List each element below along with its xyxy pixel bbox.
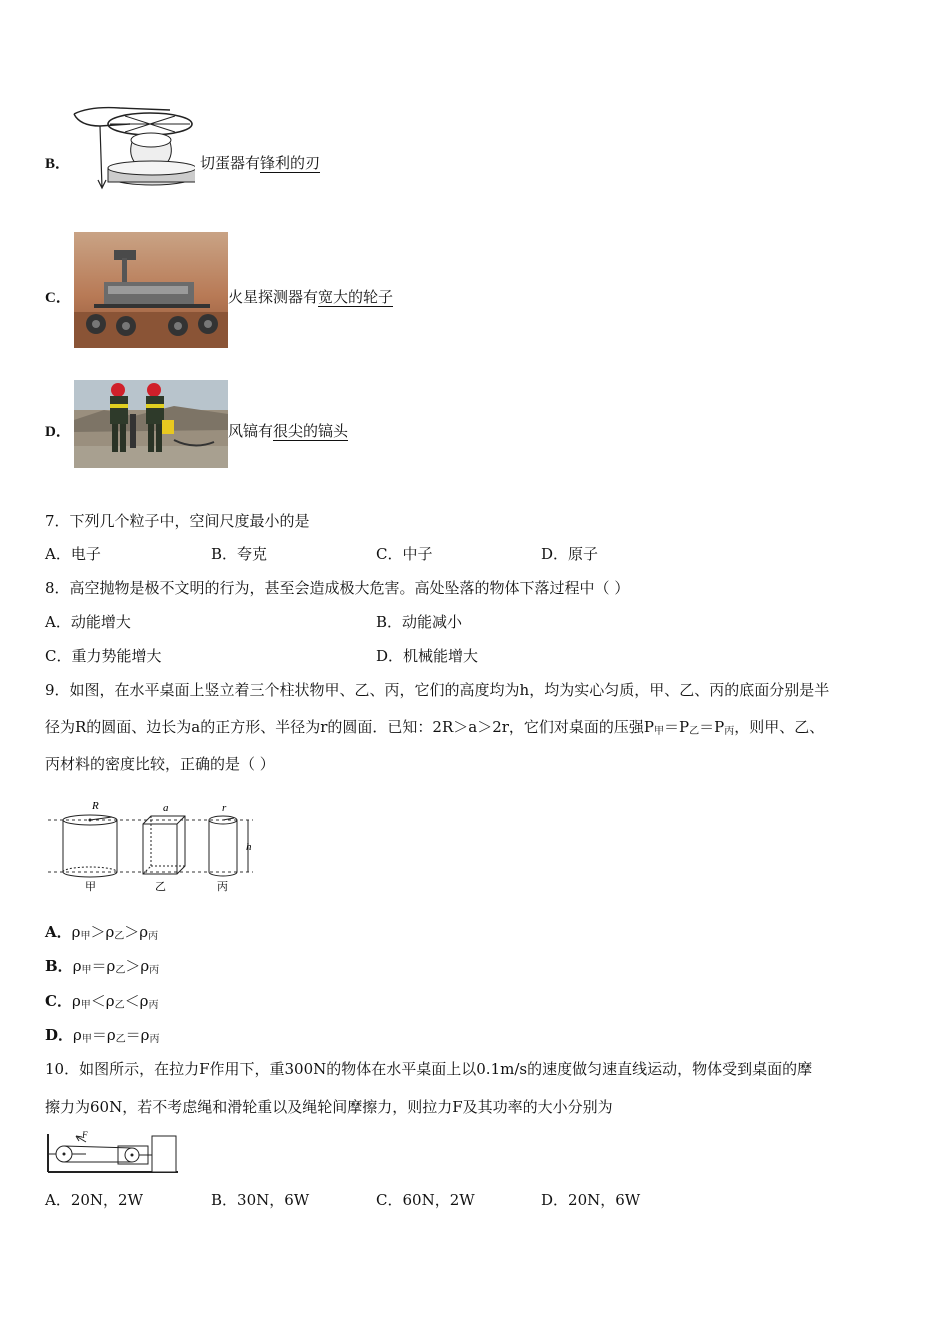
option-b-letter: B．: [45, 156, 71, 172]
q9-d-rho: ρ: [73, 1026, 82, 1044]
option-d-pre: 风镐有: [228, 422, 274, 440]
q9-option-d-letter: D．: [45, 1026, 74, 1044]
q9-a-s2: 乙: [114, 931, 125, 942]
q9-a-rho: ρ: [71, 923, 81, 941]
q9-option-a-letter: A．: [45, 923, 72, 941]
q9-d-s1: 甲: [81, 1034, 92, 1045]
q9-c-rho: ρ: [71, 992, 81, 1010]
q8-option-d: D．机械能增大: [376, 647, 479, 665]
option-c-text: [228, 286, 393, 307]
option-d-text: [228, 420, 348, 441]
option-c-underline: 宽大的轮子: [318, 288, 394, 306]
option-b-pre: 切蛋器有: [200, 154, 261, 172]
q9-c-s1: 甲: [80, 1000, 91, 1011]
q10-line2: 擦力为60N，若不考虑绳和滑轮重以及绳轮间摩擦力，则拉力F及其功率的大小分别为: [45, 1098, 613, 1116]
q10-option-a: A．20N，2W: [45, 1191, 144, 1209]
q8-option-c: C．重力势能增大: [45, 647, 162, 665]
q9-d-op2: ＝ρ: [125, 1026, 150, 1044]
q9-b-s1: 甲: [81, 965, 92, 976]
q9-d-s2: 乙: [115, 1034, 126, 1045]
q9-a-op2: ＞ρ: [124, 923, 149, 941]
q9-option-d: [45, 1024, 160, 1045]
q7-option-a: A．电子: [45, 545, 101, 563]
q7-option-d: D．原子: [541, 545, 599, 563]
option-d-underline: 很尖的镐头: [273, 422, 349, 440]
fig-label-yi: 乙: [155, 881, 166, 893]
q9-b-op2: ＞ρ: [125, 957, 150, 975]
air-pick-image: [74, 380, 228, 468]
fig-label-a: a: [163, 802, 169, 814]
q9-sub-bing: 丙: [724, 726, 735, 737]
q9-b-s3: 丙: [149, 965, 160, 976]
q10-option-c: C．60N，2W: [376, 1191, 475, 1209]
q9-b-s2: 乙: [115, 965, 126, 976]
mars-rover-image: [74, 232, 228, 348]
q9-a-s3: 丙: [148, 931, 159, 942]
option-b-underline: 锋利的刃: [260, 154, 321, 172]
egg-slicer-image: [70, 100, 195, 195]
q9-line2-b: ＝P: [664, 718, 690, 736]
q9-line2-a: 径为R的圆面、边长为a的正方形、半径为r的圆面．已知：2R＞a＞2r，它们对桌面的压强P: [45, 718, 654, 736]
q9-c-op1: ＜ρ: [90, 992, 115, 1010]
q9-line3: 丙材料的密度比较，正确的是（ ）: [45, 755, 275, 773]
q10-option-b: B．30N，6W: [211, 1191, 310, 1209]
q9-line2-c: ＝P: [699, 718, 725, 736]
q9-d-op1: ＝ρ: [91, 1026, 116, 1044]
q9-figure: [48, 798, 260, 898]
q9-sub-jia: 甲: [654, 726, 664, 737]
q9-c-s3: 丙: [148, 1000, 159, 1011]
q7-stem: 7．下列几个粒子中，空间尺度最小的是: [45, 512, 310, 530]
q9-a-op1: ＞ρ: [90, 923, 115, 941]
q9-sub-yi: 乙: [689, 726, 700, 737]
q9-line1: 9．如图，在水平桌面上竖立着三个柱状物甲、乙、丙，它们的高度均为h，均为实心匀质，甲、乙、丙的底面分别是半: [45, 681, 830, 699]
option-c-pre: 火星探测器有: [228, 288, 319, 306]
option-b-text: [200, 152, 320, 173]
q8-option-b: B．动能减小: [376, 613, 463, 631]
q9-option-a: [45, 921, 158, 942]
q9-d-s3: 丙: [149, 1034, 160, 1045]
q9-c-s2: 乙: [114, 1000, 125, 1011]
q7-option-b: B．夸克: [211, 545, 268, 563]
fig-label-jia: 甲: [85, 881, 96, 893]
q9-line2-d: ，则甲、乙、: [734, 718, 825, 736]
q9-option-b: [45, 955, 159, 976]
q9-line2: [45, 716, 824, 737]
option-c-letter: C．: [45, 290, 71, 306]
q8-stem: 8．高空抛物是极不文明的行为，甚至会造成极大危害。高处坠落的物体下落过程中（ ）: [45, 579, 630, 597]
fig-label-r: r: [222, 802, 227, 814]
option-d-letter: D．: [45, 424, 71, 440]
q9-option-c-letter: C．: [45, 992, 72, 1010]
q10-pulley-figure: [46, 1128, 180, 1176]
q9-c-op2: ＜ρ: [124, 992, 149, 1010]
q9-b-rho: ρ: [72, 957, 82, 975]
q9-b-op1: ＝ρ: [91, 957, 116, 975]
q10-line1: 10．如图所示，在拉力F作用下，重300N的物体在水平桌面上以0.1m/s的速度做匀速直线运动，物体受到桌面的摩: [45, 1060, 813, 1078]
fig-label-bing: 丙: [217, 881, 228, 893]
q7-option-c: C．中子: [376, 545, 433, 563]
fig-label-F: F: [82, 1130, 88, 1140]
q10-option-d: D．20N，6W: [541, 1191, 641, 1209]
fig-label-R: R: [92, 800, 99, 812]
q9-a-s1: 甲: [80, 931, 91, 942]
fig-label-h: h: [246, 841, 252, 853]
q9-option-c: [45, 990, 158, 1011]
q8-option-a: A．动能增大: [45, 613, 131, 631]
q9-option-b-letter: B．: [45, 957, 73, 975]
